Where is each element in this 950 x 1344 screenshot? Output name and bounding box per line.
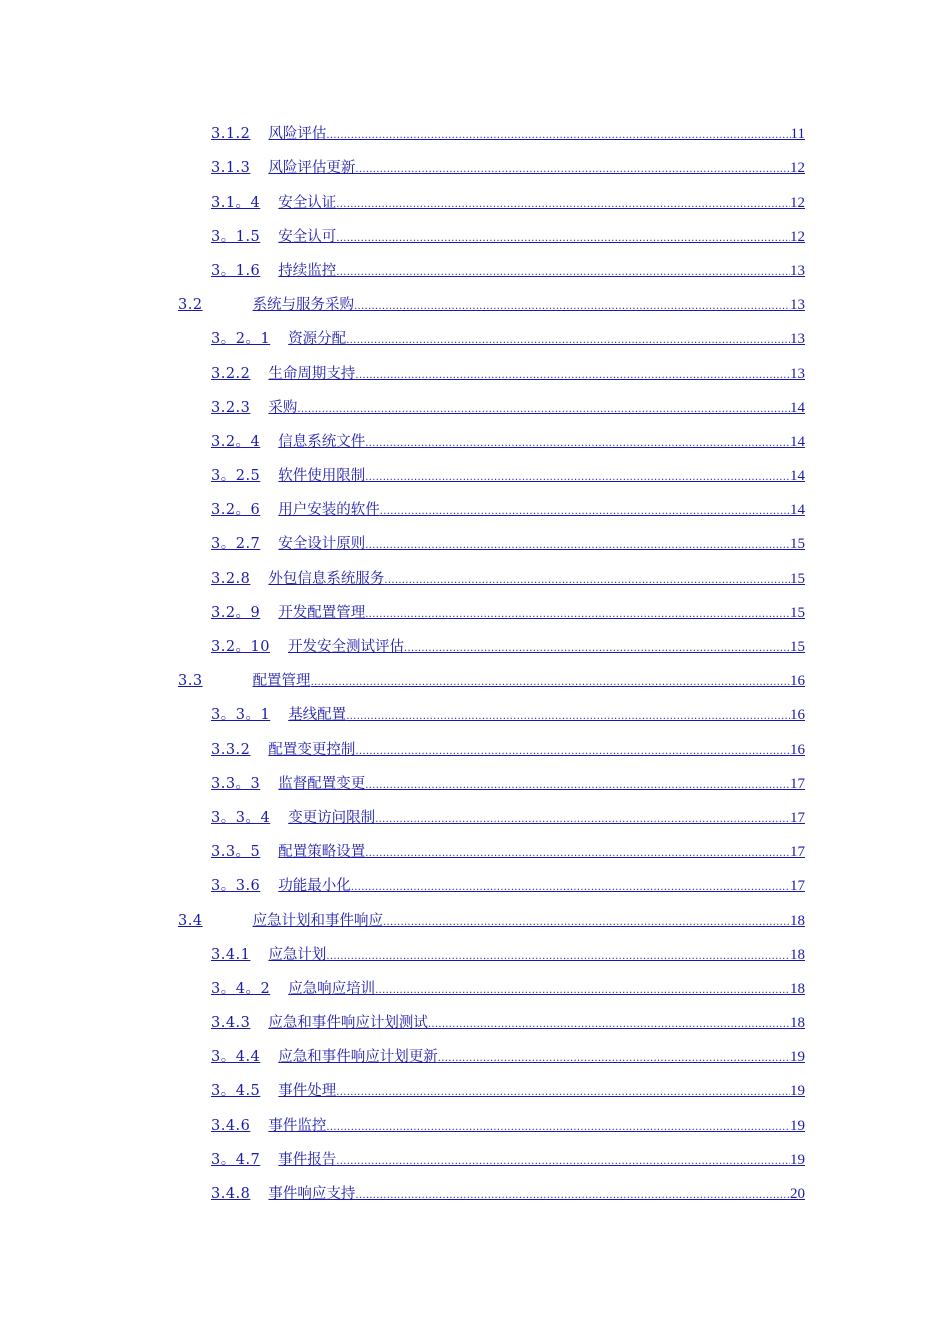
toc-section-title: 配置管理 — [252, 673, 311, 690]
toc-entry — [0, 1077, 950, 1111]
toc-section-number: 3.2 — [178, 297, 203, 314]
toc-section-title: 风险评估更新 — [268, 160, 356, 177]
toc-section-title: 安全认证 — [278, 194, 337, 211]
toc-section-title: 配置策略设置 — [278, 844, 366, 861]
toc-section-number: 3.4.1 — [211, 946, 251, 963]
toc-link[interactable] — [211, 1048, 805, 1068]
toc-dot-leader — [380, 503, 790, 521]
toc-link[interactable] — [211, 638, 805, 658]
toc-dot-leader — [404, 640, 790, 658]
toc-dot-leader — [336, 1153, 790, 1171]
toc-dot-leader — [355, 367, 790, 385]
toc-dot-leader — [355, 1187, 790, 1205]
toc-dot-leader — [336, 1084, 790, 1102]
toc-page-number: 19 — [790, 1083, 805, 1100]
toc-dot-leader — [375, 811, 790, 829]
toc-entry — [0, 872, 950, 906]
toc-entry — [0, 633, 950, 667]
toc-entry — [0, 1009, 950, 1043]
toc-entry — [0, 530, 950, 564]
toc-link[interactable] — [211, 365, 805, 385]
toc-entry — [0, 462, 950, 496]
toc-section-number: 3。4。2 — [211, 980, 271, 997]
toc-section-number: 3。3.6 — [211, 878, 261, 895]
toc-section-title: 风险评估 — [268, 126, 327, 143]
toc-section-number: 3。1.6 — [211, 262, 261, 279]
toc-section-number: 3。3。1 — [211, 707, 271, 724]
toc-section-number: 3。4.4 — [211, 1049, 261, 1066]
table-of-contents — [0, 120, 950, 1214]
toc-entry — [0, 941, 950, 975]
toc-section-number: 3.2。10 — [211, 639, 271, 655]
toc-section-number: 3.2.8 — [211, 570, 251, 587]
toc-section-number: 3。4.5 — [211, 1083, 261, 1100]
toc-entry — [0, 394, 950, 428]
toc-section-title: 软件使用限制 — [278, 468, 366, 485]
toc-section-title: 事件监控 — [268, 1117, 327, 1134]
toc-entry — [0, 359, 950, 393]
toc-link[interactable] — [211, 1117, 805, 1137]
toc-entry — [0, 564, 950, 598]
toc-page-number: 14 — [790, 433, 805, 450]
toc-page-number: 17 — [790, 844, 805, 861]
toc-entry — [0, 599, 950, 633]
toc-section-title: 应急和事件响应计划测试 — [268, 1015, 428, 1032]
toc-entry — [0, 496, 950, 530]
toc-page-number: 16 — [790, 673, 805, 690]
toc-section-title: 应急响应培训 — [288, 980, 376, 997]
toc-section-title: 监督配置变更 — [278, 775, 366, 792]
toc-link[interactable] — [211, 946, 805, 966]
toc-page-number: 14 — [790, 399, 805, 416]
toc-section-title: 用户安装的软件 — [278, 502, 380, 519]
toc-dot-leader — [365, 537, 790, 555]
toc-dot-leader — [355, 743, 790, 761]
toc-dot-leader — [297, 401, 790, 419]
toc-section-number: 3。4.7 — [211, 1151, 261, 1168]
toc-page-number: 15 — [790, 570, 805, 587]
toc-link[interactable] — [211, 775, 805, 795]
toc-entry — [0, 1111, 950, 1145]
toc-link[interactable] — [178, 296, 805, 316]
toc-section-title: 变更访问限制 — [288, 809, 376, 826]
toc-page-number: 11 — [790, 126, 805, 143]
toc-dot-leader — [326, 948, 790, 966]
toc-entry — [0, 257, 950, 291]
toc-page-number: 15 — [790, 536, 805, 553]
toc-link[interactable] — [211, 262, 805, 282]
toc-section-number: 3.1.3 — [211, 160, 251, 177]
toc-page-number: 13 — [790, 365, 805, 382]
toc-page-number: 14 — [790, 502, 805, 519]
toc-section-number: 3.1.2 — [211, 126, 251, 143]
toc-page-number: 15 — [790, 639, 805, 655]
toc-link[interactable] — [211, 194, 805, 214]
toc-dot-leader — [354, 298, 790, 316]
toc-section-number: 3。2。1 — [211, 331, 271, 348]
toc-section-title: 信息系统文件 — [278, 433, 366, 450]
toc-section-number: 3.2.2 — [211, 365, 251, 382]
toc-link[interactable] — [211, 467, 805, 487]
toc-page-number: 17 — [790, 775, 805, 792]
toc-section-number: 3.2.3 — [211, 399, 251, 416]
toc-page-number: 18 — [790, 912, 805, 929]
toc-section-title: 配置变更控制 — [268, 741, 356, 758]
toc-entry — [0, 804, 950, 838]
toc-dot-leader — [326, 127, 790, 145]
toc-page-number: 18 — [790, 946, 805, 963]
toc-page-number: 18 — [790, 980, 805, 997]
toc-entry — [0, 325, 950, 359]
toc-section-title: 基线配置 — [288, 707, 347, 724]
toc-page-number: 16 — [790, 707, 805, 724]
toc-page-number: 18 — [790, 1015, 805, 1032]
toc-link[interactable] — [211, 1014, 805, 1034]
toc-section-number: 3.4.8 — [211, 1186, 251, 1202]
toc-section-title: 资源分配 — [288, 331, 347, 348]
toc-link[interactable] — [211, 604, 805, 624]
toc-section-number: 3。1.5 — [211, 228, 261, 245]
toc-link[interactable] — [211, 330, 805, 350]
toc-section-number: 3.2。4 — [211, 433, 261, 450]
toc-section-title: 开发安全测试评估 — [288, 639, 405, 655]
toc-link[interactable] — [211, 741, 805, 761]
toc-section-number: 3.3 — [178, 673, 203, 690]
toc-dot-leader — [336, 196, 790, 214]
toc-entry — [0, 906, 950, 940]
toc-page-number: 13 — [790, 331, 805, 348]
toc-section-number: 3。3。4 — [211, 809, 271, 826]
toc-section-number: 3.4.6 — [211, 1117, 251, 1134]
toc-dot-leader — [365, 606, 790, 624]
toc-section-title: 事件响应支持 — [268, 1186, 356, 1202]
toc-section-title: 外包信息系统服务 — [268, 570, 385, 587]
toc-entry — [0, 975, 950, 1009]
toc-link[interactable] — [211, 843, 805, 863]
toc-entry — [0, 770, 950, 804]
toc-link[interactable] — [211, 159, 805, 179]
toc-dot-leader — [311, 674, 790, 692]
toc-page-number: 19 — [790, 1117, 805, 1134]
toc-section-title: 开发配置管理 — [278, 604, 366, 621]
toc-link[interactable] — [211, 1185, 805, 1205]
toc-page-number: 12 — [790, 160, 805, 177]
toc-page-number: 12 — [790, 228, 805, 245]
toc-section-title: 持续监控 — [278, 262, 337, 279]
toc-dot-leader — [375, 982, 790, 1000]
toc-dot-leader — [351, 879, 790, 897]
toc-dot-leader — [346, 708, 790, 726]
toc-section-title: 采购 — [268, 399, 298, 416]
toc-page-number: 19 — [790, 1049, 805, 1066]
toc-page-number: 12 — [790, 194, 805, 211]
toc-link[interactable] — [178, 672, 805, 692]
toc-link[interactable] — [211, 877, 805, 897]
toc-page-number: 13 — [790, 297, 805, 314]
toc-link[interactable] — [211, 228, 805, 248]
toc-dot-leader — [384, 572, 790, 590]
toc-section-title: 系统与服务采购 — [252, 297, 355, 314]
toc-section-title: 安全设计原则 — [278, 536, 366, 553]
toc-dot-leader — [326, 1119, 790, 1137]
toc-entry — [0, 838, 950, 872]
toc-dot-leader — [346, 332, 790, 350]
toc-entry — [0, 154, 950, 188]
toc-link[interactable] — [211, 1151, 805, 1171]
toc-section-number: 3。2.5 — [211, 468, 261, 485]
toc-dot-leader — [336, 230, 790, 248]
toc-link[interactable] — [211, 125, 805, 145]
toc-entry — [0, 667, 950, 701]
toc-section-title: 应急和事件响应计划更新 — [278, 1049, 438, 1066]
toc-entry — [0, 1180, 950, 1214]
toc-section-title: 应急计划和事件响应 — [252, 912, 384, 929]
toc-section-title: 安全认可 — [278, 228, 337, 245]
toc-section-number: 3.3。3 — [211, 775, 261, 792]
toc-entry — [0, 1146, 950, 1180]
toc-entry — [0, 291, 950, 325]
toc-page-number: 20 — [790, 1186, 805, 1202]
toc-link[interactable] — [211, 1082, 805, 1102]
toc-dot-leader — [365, 777, 790, 795]
toc-dot-leader — [383, 914, 790, 932]
toc-link[interactable] — [178, 912, 805, 932]
toc-section-number: 3.1。4 — [211, 194, 261, 211]
toc-entry — [0, 735, 950, 769]
toc-dot-leader — [365, 469, 790, 487]
toc-section-title: 生命周期支持 — [268, 365, 356, 382]
toc-link[interactable] — [211, 809, 805, 829]
toc-section-title: 事件报告 — [278, 1151, 337, 1168]
toc-link[interactable] — [211, 433, 805, 453]
toc-link[interactable] — [211, 399, 805, 419]
toc-entry — [0, 188, 950, 222]
toc-entry — [0, 223, 950, 257]
toc-dot-leader — [336, 264, 790, 282]
toc-section-number: 3.3。5 — [211, 844, 261, 861]
toc-section-title: 事件处理 — [278, 1083, 337, 1100]
toc-dot-leader — [438, 1050, 790, 1068]
toc-section-title: 应急计划 — [268, 946, 327, 963]
toc-link[interactable] — [211, 706, 805, 726]
toc-entry — [0, 120, 950, 154]
toc-link[interactable] — [211, 570, 805, 590]
toc-page-number: 16 — [790, 741, 805, 758]
toc-entry — [0, 428, 950, 462]
toc-page-number: 15 — [790, 604, 805, 621]
toc-entry — [0, 701, 950, 735]
toc-section-number: 3.2。6 — [211, 502, 261, 519]
toc-dot-leader — [428, 1016, 790, 1034]
toc-link[interactable] — [211, 980, 805, 1000]
toc-page-number: 17 — [790, 809, 805, 826]
toc-section-number: 3。2.7 — [211, 536, 261, 553]
toc-section-number: 3.2。9 — [211, 604, 261, 621]
toc-dot-leader — [365, 435, 790, 453]
toc-section-number: 3.4 — [178, 912, 203, 929]
toc-entry — [0, 1043, 950, 1077]
toc-page-number: 17 — [790, 878, 805, 895]
toc-section-number: 3.3.2 — [211, 741, 251, 758]
toc-section-number: 3.4.3 — [211, 1015, 251, 1032]
toc-dot-leader — [365, 845, 790, 863]
toc-dot-leader — [355, 161, 790, 179]
toc-section-title: 功能最小化 — [278, 878, 351, 895]
toc-page-number: 13 — [790, 262, 805, 279]
toc-link[interactable] — [211, 535, 805, 555]
toc-page-number: 19 — [790, 1151, 805, 1168]
toc-page-number: 14 — [790, 468, 805, 485]
toc-link[interactable] — [211, 501, 805, 521]
